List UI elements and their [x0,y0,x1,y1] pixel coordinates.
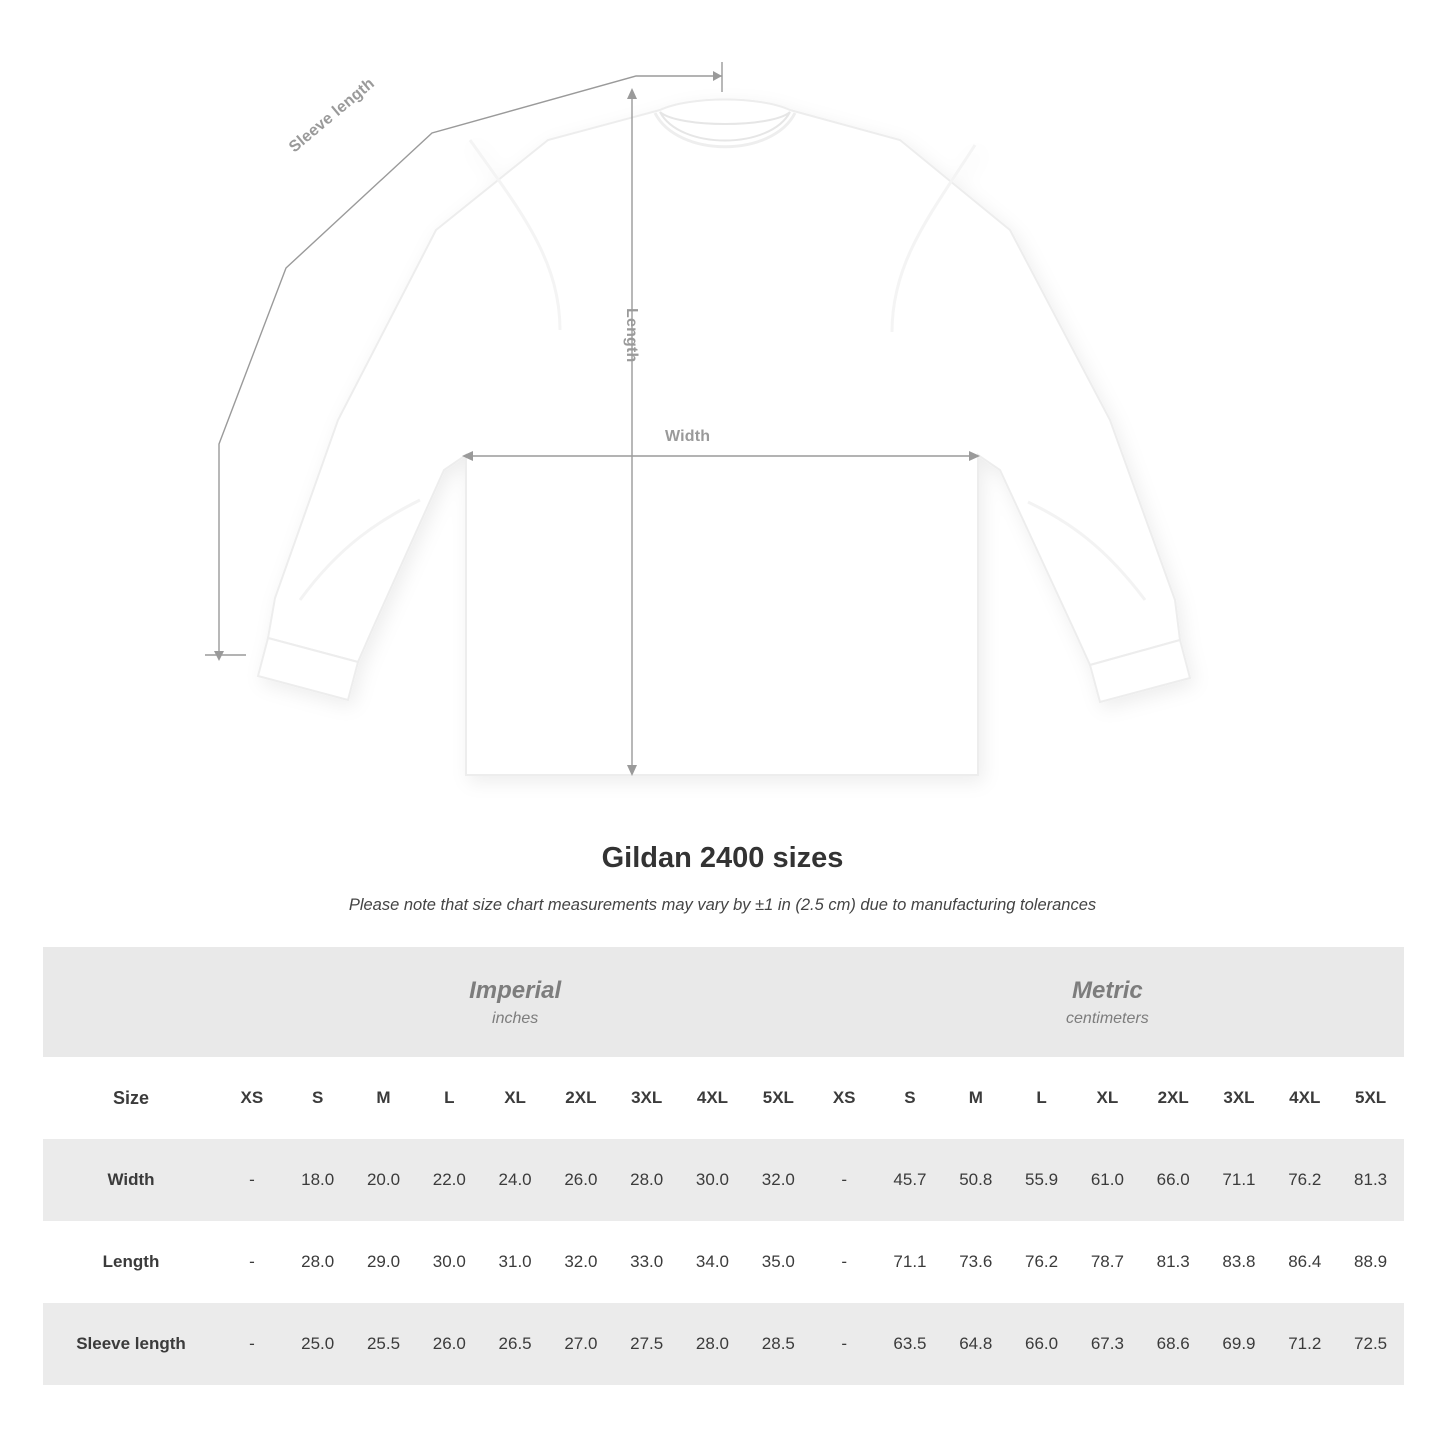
sleeve-imp-xs: - [219,1303,285,1385]
table-row [43,1139,1404,1221]
sleeve-met-s: 63.5 [877,1303,943,1385]
unit-group-metric [811,947,1403,1057]
sleeve-imp-3xl: 27.5 [614,1303,680,1385]
width-imp-5xl: 32.0 [745,1139,811,1221]
width-met-xs: - [811,1139,877,1221]
width-imp-m: 20.0 [351,1139,417,1221]
width-met-l: 55.9 [1009,1139,1075,1221]
unit-group-imperial [219,947,811,1057]
sleeve-met-4xl: 71.2 [1272,1303,1338,1385]
length-met-xs: - [811,1221,877,1303]
length-imp-xs: - [219,1221,285,1303]
col-header-imp-m: M [351,1057,417,1139]
col-header-met-3xl: 3XL [1206,1057,1272,1139]
sleeve-imp-5xl: 28.5 [745,1303,811,1385]
row-label-length: Length [43,1221,219,1303]
width-met-2xl: 66.0 [1140,1139,1206,1221]
col-header-imp-s: S [285,1057,351,1139]
col-header-imp-2xl: 2XL [548,1057,614,1139]
unit-group-imperial-label: Imperial [469,977,562,1004]
sleeve-imp-xl: 26.5 [482,1303,548,1385]
col-header-met-5xl: 5XL [1338,1057,1404,1139]
col-header-imp-4xl: 4XL [680,1057,746,1139]
unit-header-spacer [43,947,219,1057]
page-title: Gildan 2400 sizes [601,842,844,874]
tolerance-note: Please note that size chart measurements may vary by ±1 in (2.5 cm) due to manufacturing tolerances [348,895,1097,914]
table-header-row [43,1057,1404,1139]
sleeve-met-l: 66.0 [1009,1303,1075,1385]
title-block [0,840,1445,915]
length-met-l: 76.2 [1009,1221,1075,1303]
length-met-xl: 78.7 [1074,1221,1140,1303]
table-row [43,1221,1404,1303]
width-imp-3xl: 28.0 [614,1139,680,1221]
shirt-shape [258,100,1190,776]
length-dimension-label: Length [623,308,640,363]
length-met-s: 71.1 [877,1221,943,1303]
col-header-imp-xs: XS [219,1057,285,1139]
width-imp-2xl: 26.0 [548,1139,614,1221]
width-met-3xl: 71.1 [1206,1139,1272,1221]
width-dimension-label: Width [665,428,711,445]
size-table [43,947,1404,1385]
length-met-5xl: 88.9 [1338,1221,1404,1303]
sleeve-length-dimension-label: Sleeve length [286,75,378,157]
col-header-met-xs: XS [811,1057,877,1139]
length-met-3xl: 83.8 [1206,1221,1272,1303]
unit-group-metric-label: Metric [1072,977,1143,1004]
sleeve-imp-2xl: 27.0 [548,1303,614,1385]
unit-header-row [43,947,1404,1057]
width-imp-4xl: 30.0 [680,1139,746,1221]
col-header-imp-5xl: 5XL [745,1057,811,1139]
col-header-imp-l: L [416,1057,482,1139]
length-met-m: 73.6 [943,1221,1009,1303]
width-imp-xs: - [219,1139,285,1221]
col-header-imp-3xl: 3XL [614,1057,680,1139]
col-header-met-2xl: 2XL [1140,1057,1206,1139]
sleeve-met-m: 64.8 [943,1303,1009,1385]
width-met-s: 45.7 [877,1139,943,1221]
length-imp-s: 28.0 [285,1221,351,1303]
width-met-m: 50.8 [943,1139,1009,1221]
col-header-met-4xl: 4XL [1272,1057,1338,1139]
length-imp-m: 29.0 [351,1221,417,1303]
col-header-imp-xl: XL [482,1057,548,1139]
unit-group-imperial-sub: inches [492,1010,539,1027]
width-met-5xl: 81.3 [1338,1139,1404,1221]
col-header-met-xl: XL [1074,1057,1140,1139]
sleeve-met-xl: 67.3 [1074,1303,1140,1385]
col-header-met-s: S [877,1057,943,1139]
length-met-4xl: 86.4 [1272,1221,1338,1303]
width-imp-xl: 24.0 [482,1139,548,1221]
length-imp-xl: 31.0 [482,1221,548,1303]
row-label-width: Width [43,1139,219,1221]
row-label-sleeve-length: Sleeve length [43,1303,219,1385]
size-table-container [43,947,1402,1385]
col-header-met-l: L [1009,1057,1075,1139]
width-met-xl: 61.0 [1074,1139,1140,1221]
col-header-met-m: M [943,1057,1009,1139]
table-row [43,1303,1404,1385]
sleeve-imp-s: 25.0 [285,1303,351,1385]
length-imp-3xl: 33.0 [614,1221,680,1303]
unit-group-metric-sub: centimeters [1066,1010,1149,1027]
length-imp-5xl: 35.0 [745,1221,811,1303]
length-imp-l: 30.0 [416,1221,482,1303]
width-met-4xl: 76.2 [1272,1139,1338,1221]
sleeve-imp-l: 26.0 [416,1303,482,1385]
length-imp-2xl: 32.0 [548,1221,614,1303]
sleeve-met-xs: - [811,1303,877,1385]
width-imp-l: 22.0 [416,1139,482,1221]
width-imp-s: 18.0 [285,1139,351,1221]
sleeve-imp-4xl: 28.0 [680,1303,746,1385]
sleeve-met-5xl: 72.5 [1338,1303,1404,1385]
length-imp-4xl: 34.0 [680,1221,746,1303]
sleeve-met-3xl: 69.9 [1206,1303,1272,1385]
sleeve-imp-m: 25.5 [351,1303,417,1385]
size-column-header: Size [43,1057,219,1139]
sleeve-met-2xl: 68.6 [1140,1303,1206,1385]
length-met-2xl: 81.3 [1140,1221,1206,1303]
